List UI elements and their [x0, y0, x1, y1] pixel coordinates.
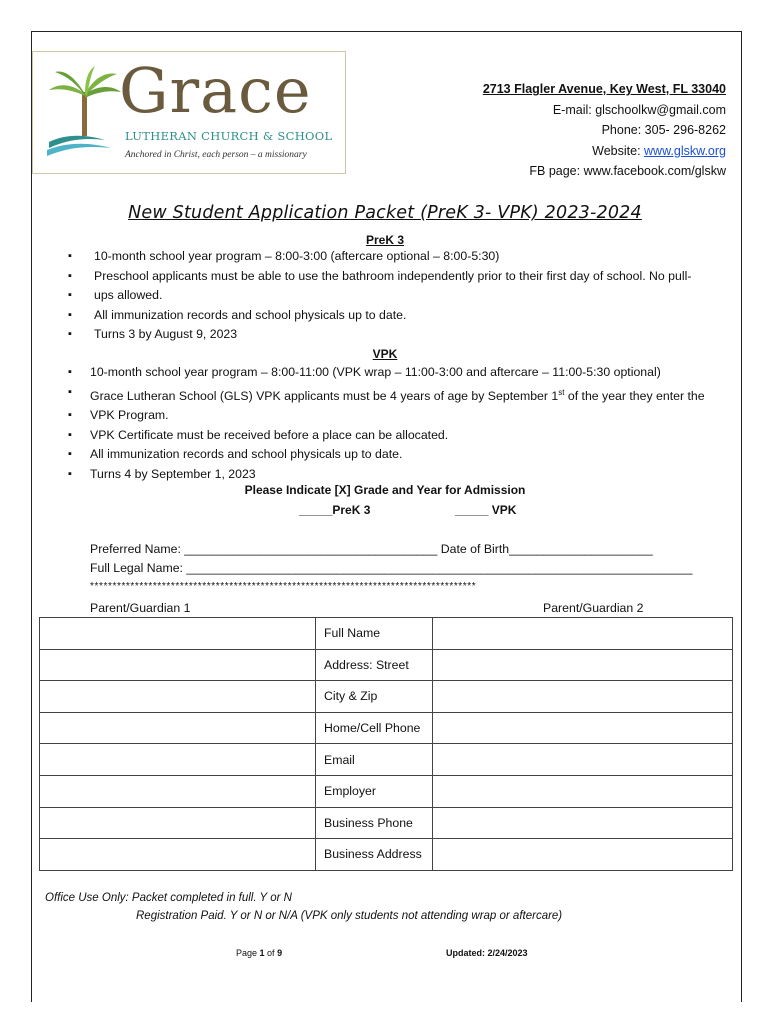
row-label: Home/Cell Phone	[316, 712, 433, 744]
vpk-option[interactable]: _____ VPK	[455, 503, 517, 517]
guardian1-cell[interactable]	[40, 712, 316, 744]
guardian2-cell[interactable]	[433, 712, 733, 744]
guardian2-cell[interactable]	[433, 618, 733, 650]
guardian2-cell[interactable]	[433, 681, 733, 713]
school-facebook: FB page: www.facebook.com/glskw	[529, 164, 726, 178]
list-item: ▪ All immunization records and school physicals up to date.	[68, 445, 705, 465]
row-label: Email	[316, 744, 433, 776]
list-item	[68, 383, 705, 407]
list-item: ▪ Turns 3 by August 9, 2023	[68, 325, 691, 345]
vpk-age-text-end: of the year they enter the	[564, 388, 705, 403]
table-row	[40, 775, 733, 807]
school-phone: Phone: 305- 296-8262	[601, 123, 726, 137]
page-of: of	[264, 948, 278, 958]
guardian2-cell[interactable]	[433, 775, 733, 807]
vpk-age-text: Grace Lutheran School (GLS) VPK applicants must be 4 years of age by September 1	[90, 388, 559, 403]
guardian1-cell[interactable]	[40, 618, 316, 650]
table-row	[40, 681, 733, 713]
page-prefix: Page	[236, 948, 260, 958]
guardian1-cell[interactable]	[40, 807, 316, 839]
guardian1-cell[interactable]	[40, 775, 316, 807]
guardian2-cell[interactable]	[433, 807, 733, 839]
logo-motto: Anchored in Christ, each person – a missionary	[125, 150, 307, 160]
page-total: 9	[277, 948, 283, 958]
table-row	[40, 618, 733, 650]
list-item: ▪ 10-month school year program – 8:00-11:00 (VPK wrap – 11:00-3:00 and aftercare – 11:00-5:30 optional)	[68, 363, 705, 383]
table-row	[40, 744, 733, 776]
logo-wordmark: Grace	[119, 54, 312, 127]
school-address: 2713 Flagler Avenue, Key West, FL 33040	[482, 82, 726, 96]
office-line-registration: Registration Paid. Y or N or N/A (VPK only students not attending wrap or aftercare)	[136, 910, 563, 922]
website-label: Website:	[592, 143, 645, 158]
list-item: ▪ VPK Certificate must be received before a place can be allocated.	[68, 426, 705, 446]
guardian2-label: Parent/Guardian 2	[543, 601, 644, 615]
palm-tree-logo-icon	[45, 64, 125, 159]
document-title: New Student Application Packet (PreK 3- VPK) 2023-2024	[128, 203, 642, 223]
guardian2-cell[interactable]	[433, 839, 733, 871]
table-row	[40, 712, 733, 744]
prek3-requirements-list	[68, 247, 691, 345]
row-label: City & Zip	[316, 681, 433, 713]
school-logo	[32, 51, 346, 174]
guardian-info-table	[39, 617, 733, 871]
page-current: 1	[259, 948, 265, 958]
row-label: Address: Street	[316, 649, 433, 681]
superscript-st: st	[558, 387, 565, 397]
guardian1-cell[interactable]	[40, 839, 316, 871]
row-label: Full Name	[316, 618, 433, 650]
list-item-continuation	[68, 406, 705, 426]
continuation-text: ups allowed.	[94, 288, 163, 302]
office-line-packet: Office Use Only: Packet completed in full. Y or N	[45, 892, 292, 904]
vpk-heading: VPK	[372, 347, 398, 361]
school-website	[483, 141, 726, 162]
prek3-heading: PreK 3	[365, 233, 405, 247]
divider-stars: **************************************************************************************	[90, 581, 477, 592]
row-label: Employer	[316, 775, 433, 807]
page-number	[236, 948, 282, 958]
prek3-option[interactable]: _____PreK 3	[299, 503, 371, 517]
list-item-continuation	[68, 286, 691, 306]
table-row	[40, 807, 733, 839]
office-use-block	[45, 889, 562, 925]
list-item: ▪ All immunization records and school physicals up to date.	[68, 306, 691, 326]
table-row	[40, 839, 733, 871]
guardian2-cell[interactable]	[433, 649, 733, 681]
guardian1-cell[interactable]	[40, 744, 316, 776]
logo-subtitle: LUTHERAN CHURCH & SCHOOL	[125, 129, 333, 143]
list-item: ▪ Turns 4 by September 1, 2023	[68, 465, 705, 485]
list-item: ▪ 10-month school year program – 8:00-3:00 (aftercare optional – 8:00-5:30)	[68, 247, 691, 267]
continuation-text: VPK Program.	[90, 408, 169, 423]
admission-heading: Please Indicate [X] Grade and Year for Admission	[244, 483, 526, 497]
school-email: E-mail: glschoolkw@gmail.com	[552, 102, 726, 117]
list-item: ▪ Preschool applicants must be able to use the bathroom independently prior to their first day of school. No pull-	[68, 267, 691, 287]
website-link[interactable]: www.glskw.org	[644, 143, 726, 158]
row-label: Business Address	[316, 839, 433, 871]
vpk-requirements-list	[68, 363, 705, 484]
guardian1-cell[interactable]	[40, 649, 316, 681]
guardian1-cell[interactable]	[40, 681, 316, 713]
table-row	[40, 649, 733, 681]
updated-date: Updated: 2/24/2023	[446, 948, 528, 958]
guardian1-label: Parent/Guardian 1	[90, 601, 191, 615]
preferred-name-field[interactable]: Preferred Name: _____________________________________ Date of Birth_____________________	[90, 542, 653, 556]
guardian2-cell[interactable]	[433, 744, 733, 776]
legal-name-field[interactable]: Full Legal Name: __________________________________________________________________________	[90, 561, 693, 575]
contact-block	[483, 79, 726, 182]
row-label: Business Phone	[316, 807, 433, 839]
